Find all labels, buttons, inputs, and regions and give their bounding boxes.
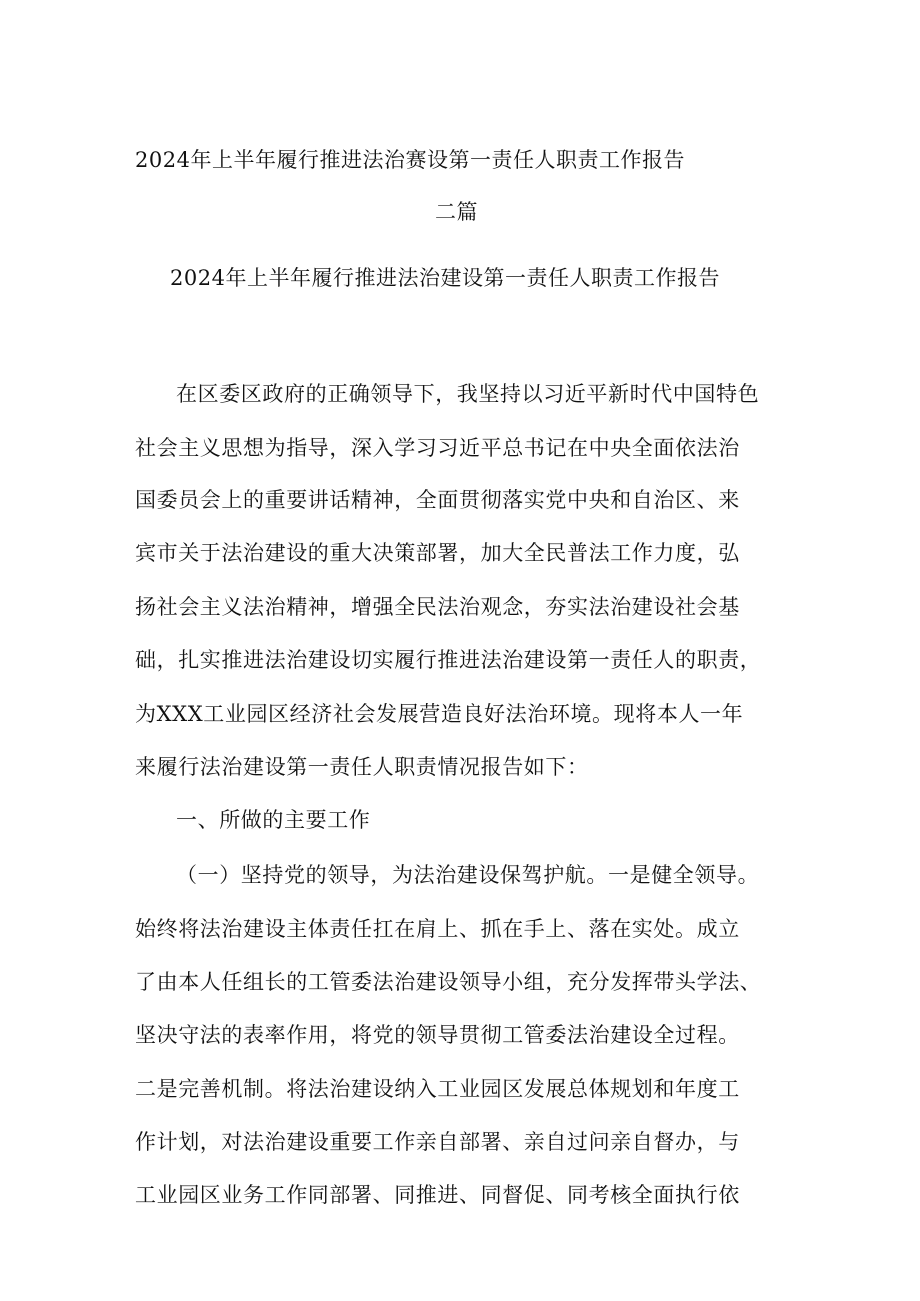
paragraph-2-line-7: 工业园区业务工作同部署、同推进、同督促、同考核全面执行依	[135, 1183, 740, 1207]
paragraph-1-line-4: 宾市关于法治建设的重大决策部署，加大全民普法工作力度，弘	[135, 541, 740, 565]
document-subtitle: 二篇	[435, 200, 478, 224]
paragraph-1-line-3: 国委员会上的重要讲话精神，全面贯彻落实党中央和自治区、来	[135, 488, 740, 512]
paragraph-2-line-4: 坚决守法的表率作用，将党的领导贯彻工管委法治建设全过程。	[135, 1023, 740, 1047]
paragraph-1-line-7: 为XXX工业园区经济社会发展营造良好法治环境。现将本人一年	[135, 702, 744, 726]
document-title: 2024年上半年履行推进法治赛设第一责任人职责工作报告	[135, 148, 685, 172]
paragraph-2-line-3: 了由本人任组长的工管委法治建设领导小组，充分发挥带头学法、	[135, 970, 762, 994]
paragraph-1-line-8: 来履行法治建设第一责任人职责情况报告如下：	[135, 755, 589, 779]
report-title: 2024年上半年履行推进法治建设第一责任人职责工作报告	[170, 266, 720, 290]
section-1-heading: 一、所做的主要工作	[176, 808, 371, 832]
paragraph-2-line-5: 二是完善机制。将法治建设纳入工业园区发展总体规划和年度工	[135, 1077, 740, 1101]
paragraph-2-line-2: 始终将法治建设主体责任扛在肩上、抓在手上、落在实处。成立	[135, 917, 740, 941]
paragraph-1-line-2: 社会主义思想为指导，深入学习习近平总书记在中央全面依法治	[135, 436, 740, 460]
paragraph-1-line-1: 在区委区政府的正确领导下，我坚持以习近平新时代中国特色	[176, 382, 760, 406]
paragraph-2-line-1: （一）坚持党的领导，为法治建设保驾护航。一是健全领导。	[176, 863, 760, 887]
paragraph-1-line-5: 扬社会主义法治精神，增强全民法治观念，夯实法治建设社会基	[135, 595, 740, 619]
paragraph-2-line-6: 作计划，对法治建设重要工作亲自部署、亲自过问亲自督办，与	[135, 1130, 740, 1154]
paragraph-1-line-6: 础，扎实推进法治建设切实履行推进法治建设第一责任人的职责，	[135, 648, 762, 672]
